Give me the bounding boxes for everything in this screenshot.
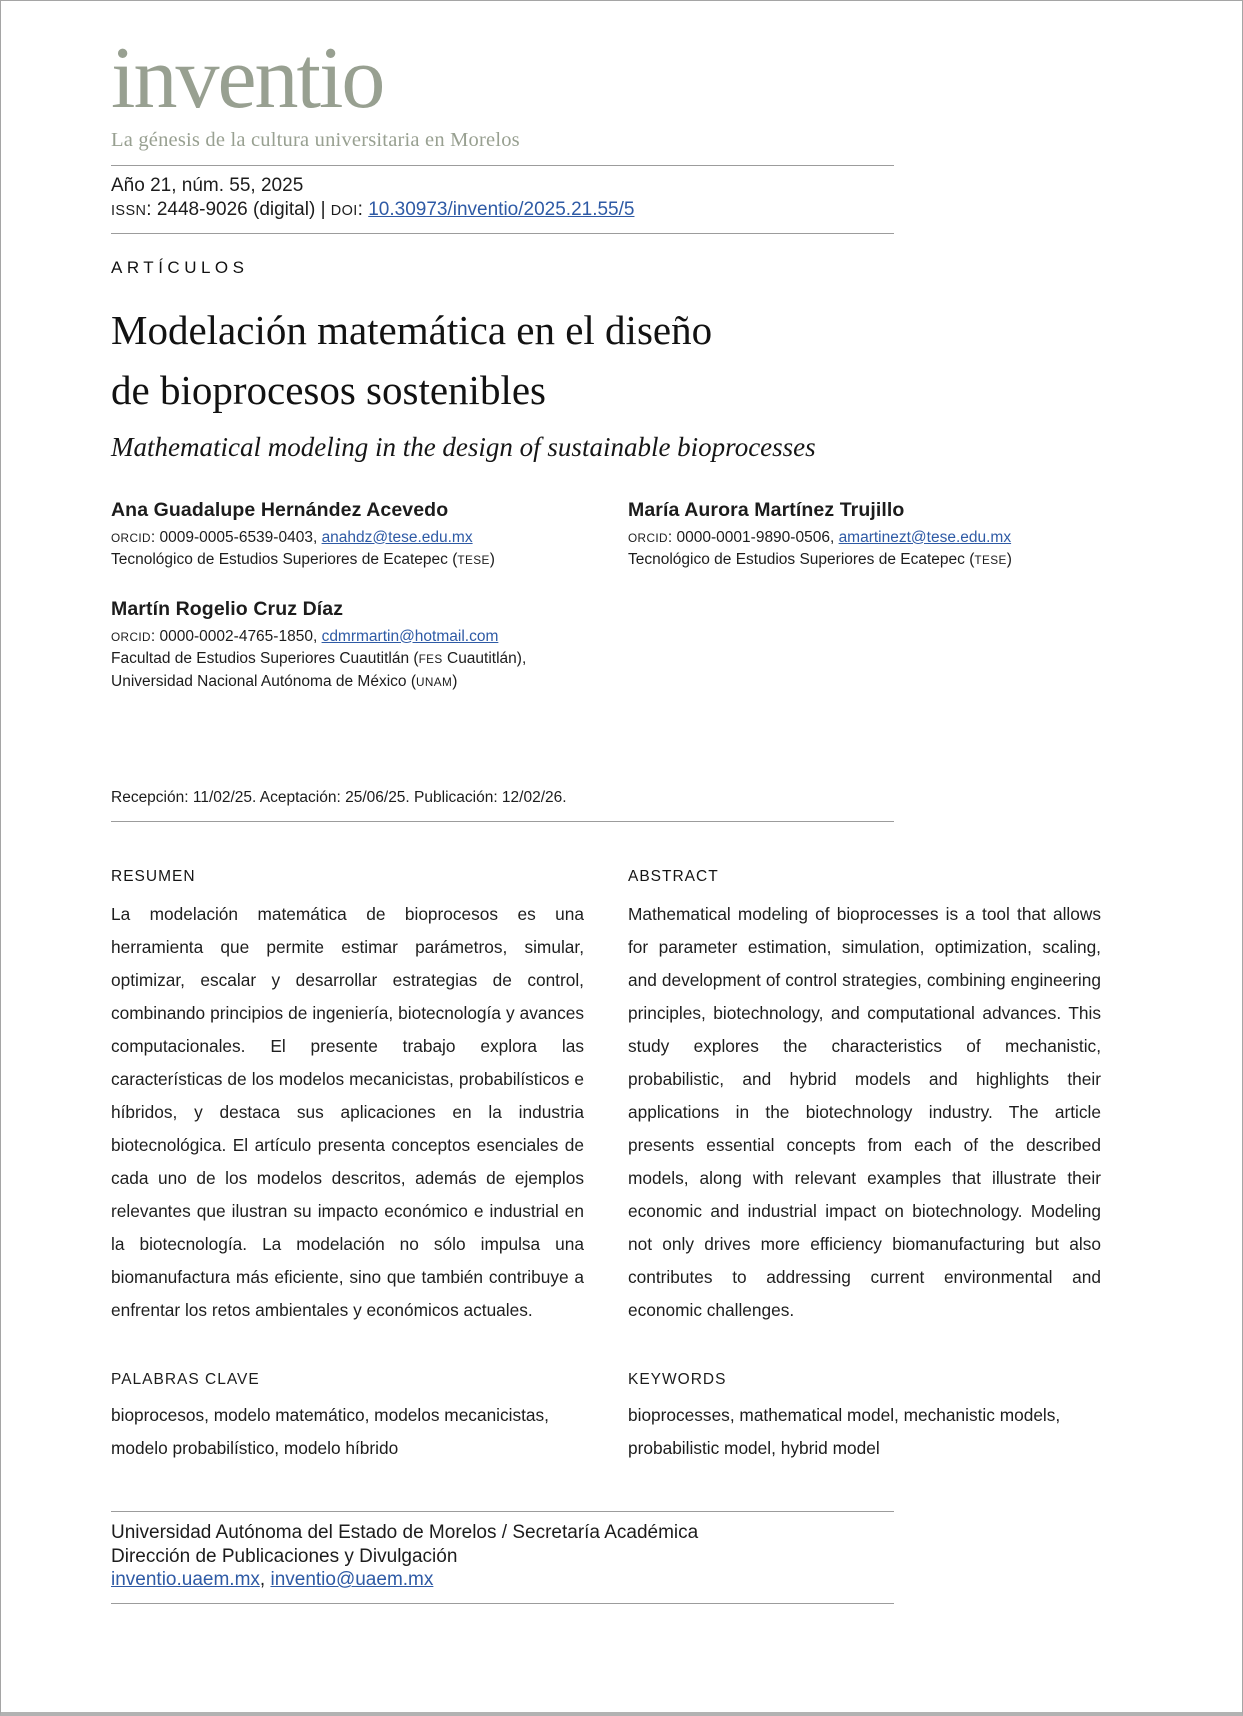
abstract-text: Mathematical modeling of bioprocesses is a tool that allows for parameter estimation, simulation, optimization, scaling, and development of control strategies, combining engineering principles, biotechnology, and computational advances. This study explores the characteristics of mechanistic, probabilistic, and hybrid models and highlights their applications in the biotechnology industry. The article presents essential concepts from each of the described models, along with relevant examples that illustrate their economic and industrial impact on biotechnology. Modeling not only drives more efficiency biomanufacturing but also contributes to addressing current environmental and economic challenges.: [628, 904, 1101, 1321]
palabras-clave-line-1: bioprocesos, modelo matemático, modelos mecanicistas,: [111, 1405, 549, 1426]
text-segment: Cuautitlán),: [442, 650, 527, 668]
publisher-links-line: [111, 1568, 1242, 1592]
abstract-section: [111, 868, 1242, 1465]
text-segment: : 0000-0001-9890-0506,: [667, 528, 839, 546]
divider-footer-bottom: [111, 1603, 894, 1604]
journal-tagline: La génesis de la cultura universitaria en Morelos: [111, 128, 520, 151]
text-segment: Facultad de Estudios Superiores Cuautitlán (: [111, 650, 419, 668]
divider-dates: [111, 821, 894, 822]
keywords-list: [628, 1399, 1101, 1465]
issn-doi-line: [111, 198, 1242, 224]
keywords-heading: KEYWORDS: [628, 1371, 727, 1389]
article-title-line-1: Modelación matemática en el diseño: [111, 306, 713, 353]
author-orcid-line: [628, 527, 1101, 550]
text-segment: : 2448-9026 (digital) |: [146, 199, 331, 221]
text-segment: Universidad Nacional Autónoma de México (: [111, 672, 416, 690]
author-block-1: [111, 499, 584, 572]
publisher-line-2: Dirección de Publicaciones y Divulgación: [111, 1545, 458, 1567]
text-segment: TESE: [457, 554, 490, 568]
palabras-clave-heading: PALABRAS CLAVE: [111, 1371, 260, 1389]
text-segment: TESE: [974, 554, 1007, 568]
issue-info: Año 21, núm. 55, 2025: [111, 174, 304, 196]
hyperlink[interactable]: inventio.uaem.mx: [111, 1569, 260, 1591]
author-orcid-line: [111, 626, 584, 649]
hyperlink[interactable]: cdmrmartin@hotmail.com: [321, 627, 499, 645]
article-subtitle-en: Mathematical modeling in the design of sustainable bioprocesses: [111, 431, 816, 462]
abstract-column: [628, 868, 1101, 1465]
author-affiliation: [111, 671, 584, 694]
text-segment: ): [489, 551, 495, 569]
publisher-info: [111, 1512, 1242, 1603]
text-segment: Tecnológico de Estudios Superiores de Ecatepec (: [628, 551, 975, 569]
article-title-line-2: de bioprocesos sostenibles: [111, 366, 546, 413]
hyperlink[interactable]: amartinezt@tese.edu.mx: [838, 528, 1012, 546]
text-segment: UNAM: [416, 675, 453, 689]
text-segment: : 0009-0005-6539-0403,: [150, 528, 322, 546]
author-affiliation: [111, 648, 584, 671]
hyperlink[interactable]: inventio@uaem.mx: [270, 1569, 434, 1591]
section-label: ARTÍCULOS: [111, 257, 249, 277]
palabras-clave-line-2: modelo probabilístico, modelo híbrido: [111, 1438, 399, 1459]
text-segment: : 0000-0002-4765-1850,: [150, 627, 322, 645]
authors-section: [111, 499, 1242, 694]
divider-metadata: [111, 233, 894, 234]
text-segment: ORCID: [111, 531, 151, 545]
text-segment: Tecnológico de Estudios Superiores de Ecatepec (: [111, 551, 458, 569]
hyperlink[interactable]: anahdz@tese.edu.mx: [321, 528, 473, 546]
author-block-2: [628, 499, 1101, 572]
author-orcid-line: [111, 527, 584, 550]
keywords-line-2: probabilistic model, hybrid model: [628, 1438, 880, 1459]
author-name: Martín Rogelio Cruz Díaz: [111, 597, 344, 620]
author-name: Ana Guadalupe Hernández Acevedo: [111, 498, 449, 521]
resumen-heading: RESUMEN: [111, 868, 196, 886]
author-name: María Aurora Martínez Trujillo: [628, 498, 905, 521]
text-segment: :: [357, 199, 369, 221]
text-segment: ): [452, 672, 458, 690]
issue-metadata: [111, 166, 1242, 233]
keywords-line-1: bioprocesses, mathematical model, mechanistic models,: [628, 1405, 1061, 1426]
article-title: [111, 300, 1242, 420]
article-main: [111, 300, 1242, 1466]
text-segment: ORCID: [628, 531, 668, 545]
text-segment: DOI: [330, 203, 358, 220]
text-segment: ISSN: [111, 203, 147, 220]
text-segment: FES: [418, 653, 443, 667]
abstract-heading: ABSTRACT: [628, 868, 719, 886]
dates-line: Recepción: 11/02/25. Aceptación: 25/06/25. Publicación: 12/02/26.: [111, 789, 567, 807]
author-affiliation: [628, 549, 1101, 572]
journal-header: [111, 30, 1242, 278]
text-segment: ): [1006, 551, 1012, 569]
journal-logo: inventio: [111, 30, 384, 127]
resumen-text: La modelación matemática de bioprocesos es una herramienta que permite estimar parámetros, simular, optimizar, escalar y desarrollar estrategias de control, combinando principios de ingeniería, biotecnología y avances computacionales. El presente trabajo explora las características de los modelos mecanicistas, probabilísticos e híbridos, y destaca sus aplicaciones en la industria biotecnológica. El artículo presenta conceptos esenciales de cada uno de los modelos descritos, además de ejemplos relevantes que ilustran su impacto económico e industrial en la biotecnología. La modelación no sólo impulsa una biomanufactura más eficiente, sino que también contribuye a enfrentar los retos ambientales y económicos actuales.: [111, 904, 584, 1321]
author-affiliation: [111, 549, 584, 572]
text-segment: ORCID: [111, 630, 151, 644]
palabras-clave-list: [111, 1399, 584, 1465]
page-footer: [111, 1511, 1242, 1604]
publisher-line-1: Universidad Autónoma del Estado de Morelos / Secretaría Académica: [111, 1522, 699, 1544]
resumen-column: [111, 868, 584, 1465]
text-segment: ,: [259, 1569, 271, 1591]
hyperlink[interactable]: 10.30973/inventio/2025.21.55/5: [368, 199, 635, 221]
author-block-3: [111, 598, 584, 694]
